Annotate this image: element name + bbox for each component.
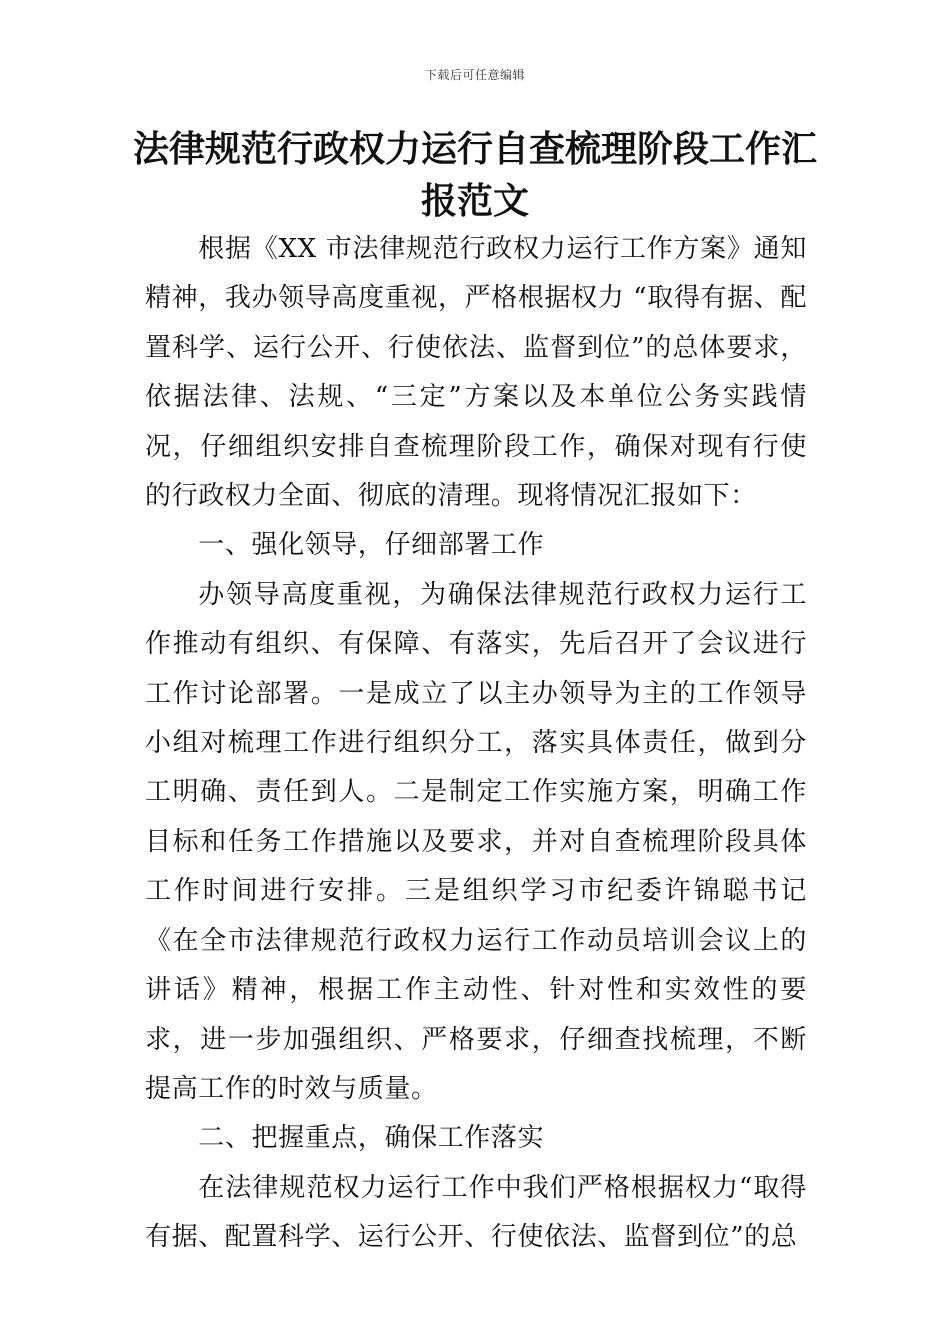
intro-paragraph: 根据《XX 市法律规范行政权力运行工作方案》通知精神，我办领导高度重视，严格根据权力 “取得有据、配置科学、运行公开、行使依法、监督到位”的总体要求，依据法律、法规、“三定”方案以及本单位公务实践情况，仔细组织安排自查梳理阶段工作，确保对现有行使的行政权力全面、彻底的清理。现将情况汇报如下：: [145, 234, 807, 512]
document-body: [145, 225, 807, 1263]
section-2-paragraph: 在法律规范权力运行工作中我们严格根据权力“取得有据、配置科学、运行公开、行使依法、监督到位”的总: [145, 1172, 807, 1253]
section-1-paragraph: 办领导高度重视，为确保法律规范行政权力运行工作推动有组织、有保障、有落实，先后召开了会议进行工作讨论部署。一是成立了以主办领导为主的工作领导小组对梳理工作进行组织分工，落实具体责任，做到分工明确、责任到人。二是制定工作实施方案，明确工作目标和任务工作措施以及要求，并对自查梳理阶段具体工作时间进行安排。三是组织学习市纪委许锦聪书记《在全市法律规范行政权力运行工作动员培训会议上的讲话》精神，根据工作主动性、针对性和实效性的要求，进一步加强组织、严格要求，仔细查找梳理，不断提高工作的时效与质量。: [145, 579, 807, 1104]
section-heading-1: 一、强化领导，仔细部署工作: [198, 530, 545, 561]
section-heading-2: 二、把握重点，确保工作落实: [198, 1123, 545, 1154]
document-title: 法律规范行政权力运行自查梳理阶段工作汇报范文: [132, 129, 817, 222]
header-note: 下载后可任意编辑: [424, 68, 525, 82]
